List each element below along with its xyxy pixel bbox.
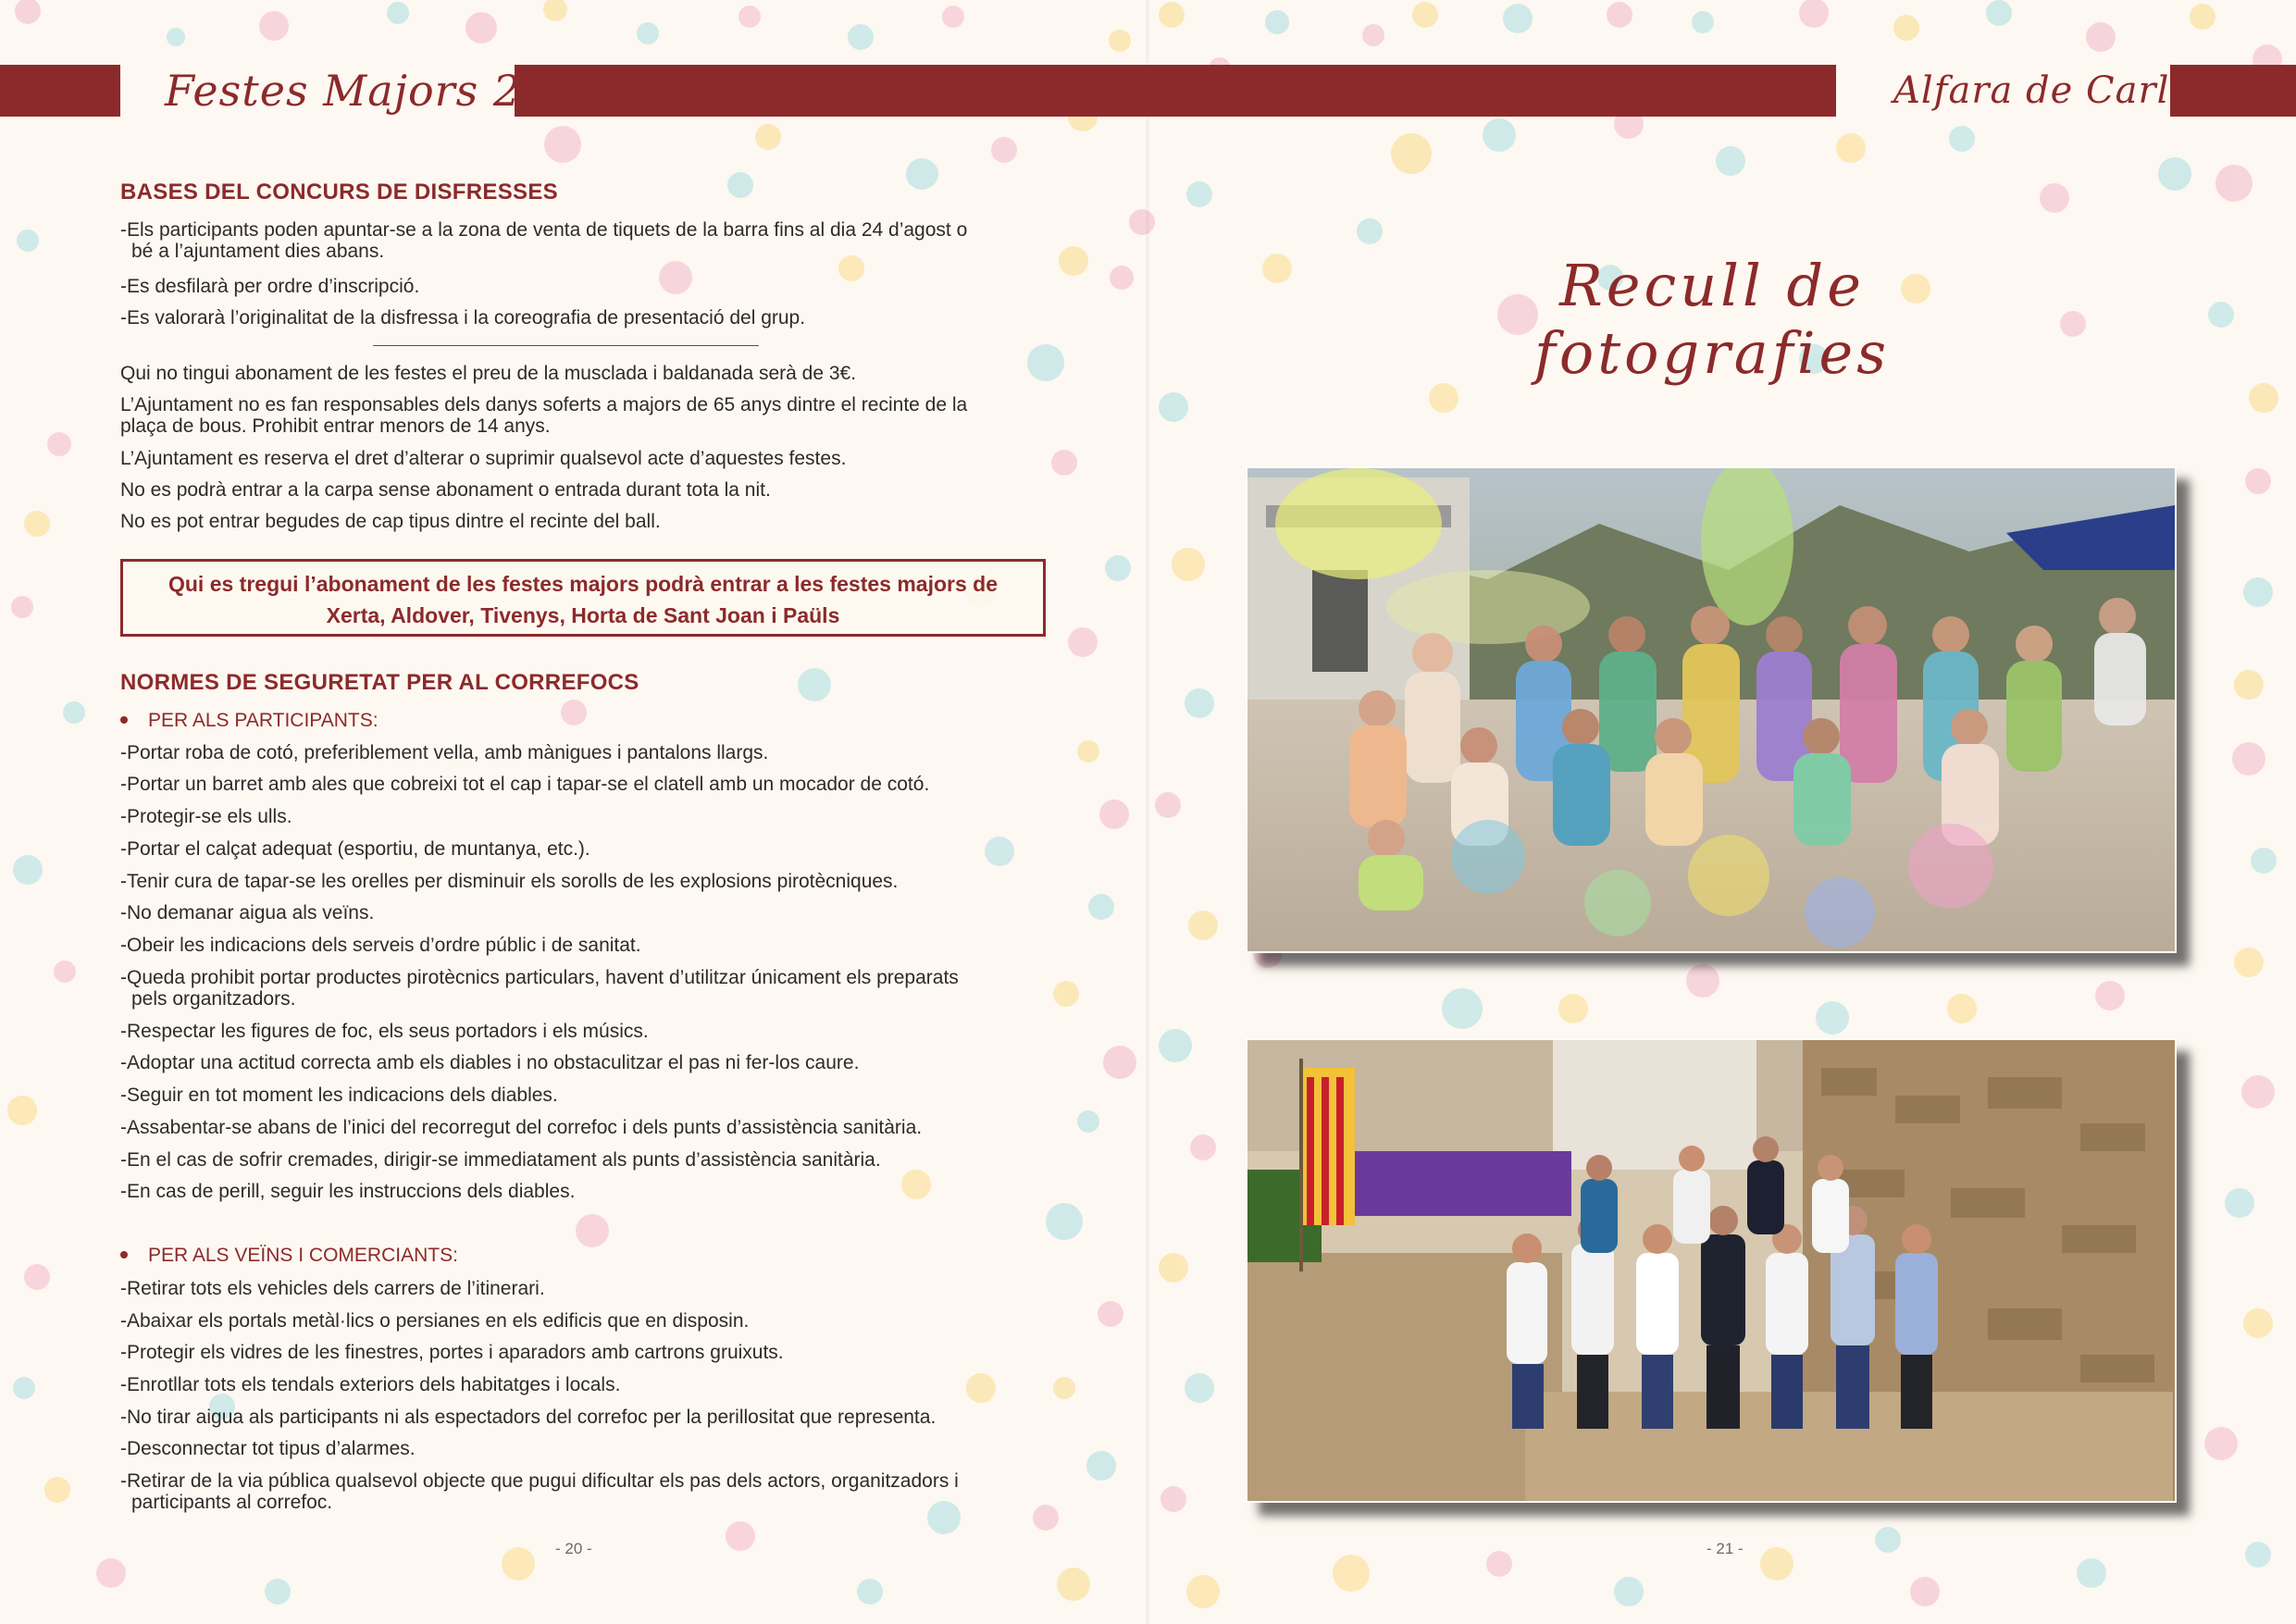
children-street-photo xyxy=(1246,1038,2177,1503)
neighbour-rule: -Retirar tots els vehicles dels carrers de l’itinerari. xyxy=(120,1278,545,1299)
page-number-left: - 20 - xyxy=(555,1540,592,1557)
bullet-icon xyxy=(120,716,128,724)
general-line: L’Ajuntament es reserva el dret d’alterar o suprimir qualsevol acte d’aquestes festes. xyxy=(120,448,847,469)
holi-group-photo xyxy=(1246,466,2177,953)
neighbour-rule: participants al correfoc. xyxy=(131,1492,333,1513)
abonament-notice-box xyxy=(120,559,1046,637)
participant-rule: -Protegir-se els ulls. xyxy=(120,806,292,827)
header-band-left xyxy=(0,65,120,117)
photo-collection-title: Recull de fotografies xyxy=(1533,252,1891,387)
separator-line xyxy=(373,345,759,346)
general-line: L’Ajuntament no es fan responsables dels danys soferts a majors de 65 anys dintre el recinte de la xyxy=(120,394,968,415)
holi-group-illustration xyxy=(1247,468,2175,951)
general-line: Qui no tingui abonament de les festes el preu de la musclada i baldanada serà de 3€. xyxy=(120,363,857,384)
participant-rule: -Tenir cura de tapar-se les orelles per disminuir els sorolls de les explosions pirotècniques. xyxy=(120,871,899,892)
participant-rule: -En el cas de sofrir cremades, dirigir-se immediatament als punts d’assistència sanitària. xyxy=(120,1149,881,1171)
children-street-illustration xyxy=(1247,1040,2175,1501)
contest-title: BASES DEL CONCURS DE DISFRESSES xyxy=(120,180,558,205)
general-line: plaça de bous. Prohibit entrar menors de 14 anys. xyxy=(120,415,551,437)
notice-line: Xerta, Aldover, Tivenys, Horta de Sant Joan i Paüls xyxy=(326,603,840,627)
participant-rule: -Respectar les figures de foc, els seus portadors i els músics. xyxy=(120,1021,649,1042)
contest-line: -Es desfilarà per ordre d’inscripció. xyxy=(120,276,420,297)
page-number-right: - 21 - xyxy=(1706,1540,1744,1557)
header-left-title: Festes Majors 2022 xyxy=(165,66,605,116)
general-line: No es podrà entrar a la carpa sense abonament o entrada durant tota la nit. xyxy=(120,479,771,501)
participants-heading: PER ALS PARTICIPANTS: xyxy=(120,710,379,731)
participant-rule: pels organitzadors. xyxy=(131,988,296,1010)
neighbour-rule: -No tirar aigua als participants ni als espectadors del correfoc per la perillositat que representa. xyxy=(120,1407,937,1428)
neighbour-rule: -Retirar de la via pública qualsevol objecte que pugui dificultar els pas dels actors, organitzadors i xyxy=(120,1470,959,1492)
participant-rule: -En cas de perill, seguir les instruccions dels diables. xyxy=(120,1181,576,1202)
participant-rule: -Obeir les indicacions dels serveis d’ordre públic i de sanitat. xyxy=(120,935,641,956)
neighbour-rule: -Abaixar els portals metàl·lics o persianes en els edificis que en disposin. xyxy=(120,1310,750,1332)
participant-rule: -No demanar aigua als veïns. xyxy=(120,902,375,924)
neighbours-heading: PER ALS VEÏNS I COMERCIANTS: xyxy=(120,1245,458,1266)
participant-rule: -Seguir en tot moment les indicacions dels diables. xyxy=(120,1085,558,1106)
participant-rule: -Queda prohibit portar productes pirotècnics particulars, havent d’utilitzar únicament els preparats xyxy=(120,967,959,988)
contest-line: -Es valorarà l’originalitat de la disfressa i la coreografia de presentació del grup. xyxy=(120,307,806,329)
participant-rule: -Adoptar una actitud correcta amb els diables i no obstaculitzar el pas ni fer-los caure. xyxy=(120,1052,860,1073)
contest-line: bé a l’ajuntament dies abans. xyxy=(131,241,385,262)
spread-gutter xyxy=(1146,0,1149,1624)
header-band-middle xyxy=(515,65,1836,117)
bullet-icon xyxy=(120,1251,128,1258)
participant-rule: -Portar un barret amb ales que cobreixi tot el cap i tapar-se el clatell amb un mocador de cotó. xyxy=(120,774,930,795)
neighbour-rule: -Desconnectar tot tipus d’alarmes. xyxy=(120,1438,416,1459)
participant-rule: -Portar el calçat adequat (esportiu, de muntanya, etc.). xyxy=(120,838,590,860)
participant-rule: -Portar roba de cotó, preferiblement vella, amb mànigues i pantalons llargs. xyxy=(120,742,769,763)
safety-title: NORMES DE SEGURETAT PER AL CORREFOCS xyxy=(120,670,639,695)
neighbour-rule: -Protegir els vidres de les finestres, portes i aparadors amb cartrons gruixuts. xyxy=(120,1342,784,1363)
general-line: No es pot entrar begudes de cap tipus dintre el recinte del ball. xyxy=(120,511,661,532)
header-right-title: Alfara de Carles xyxy=(1893,69,2213,112)
notice-line: Qui es tregui l’abonament de les festes majors podrà entrar a les festes majors de xyxy=(168,572,999,596)
neighbour-rule: -Enrotllar tots els tendals exteriors dels habitatges i locals. xyxy=(120,1374,621,1395)
contest-line: -Els participants poden apuntar-se a la zona de venta de tiquets de la barra fins al dia 24 d’agost o xyxy=(120,219,968,241)
participant-rule: -Assabentar-se abans de l’inici del recorregut del correfoc i dels punts d’assistència sanitària. xyxy=(120,1117,923,1138)
